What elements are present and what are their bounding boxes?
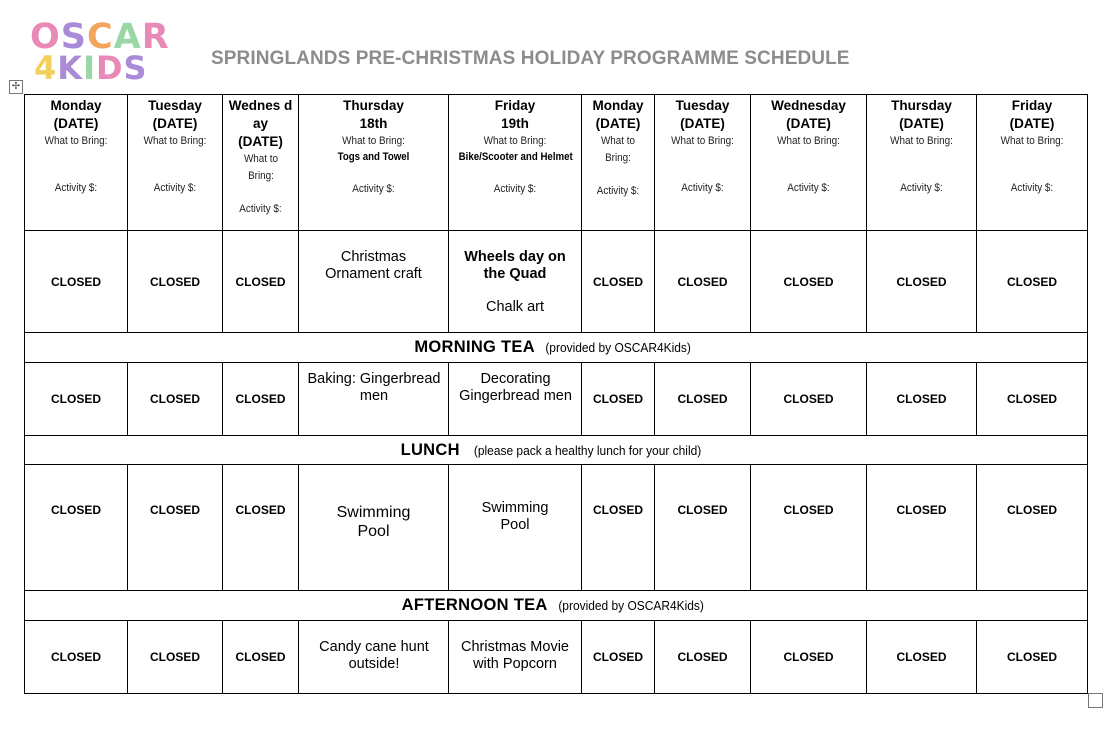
activity-cell: Christmas Ornament craft <box>299 231 449 333</box>
day-header: Thursday (DATE) What to Bring: Activity $: <box>867 95 977 231</box>
activity-cell: Candy cane hunt outside! <box>299 621 449 694</box>
lunch-banner: LUNCH (please pack a healthy lunch for your child) <box>25 436 1088 465</box>
closed-cell: CLOSED <box>867 465 977 591</box>
day-header: Monday (DATE) What to Bring: Activity $: <box>25 95 128 231</box>
closed-cell: CLOSED <box>128 231 223 333</box>
closed-cell: CLOSED <box>655 465 751 591</box>
afternoon-row <box>25 465 1088 591</box>
closed-cell: CLOSED <box>977 231 1088 333</box>
closed-cell: CLOSED <box>867 363 977 436</box>
day-header: Thursday 18th What to Bring: Togs and Towel Activity $: <box>299 95 449 231</box>
logo-line1: OSCAR <box>30 17 170 57</box>
day-header: Wednes day (DATE) What to Bring: Activity $: <box>223 95 299 231</box>
closed-cell: CLOSED <box>25 363 128 436</box>
closed-cell: CLOSED <box>655 363 751 436</box>
day-header: Friday 19th What to Bring: Bike/Scooter and Helmet Activity $: <box>449 95 582 231</box>
closed-cell: CLOSED <box>25 231 128 333</box>
closed-cell: CLOSED <box>977 363 1088 436</box>
early-session-row <box>25 231 1088 333</box>
closed-cell: CLOSED <box>223 231 299 333</box>
closed-cell: CLOSED <box>751 363 867 436</box>
morning-tea-row <box>25 333 1088 363</box>
closed-cell: CLOSED <box>655 231 751 333</box>
logo-line2: 4KIDS <box>34 49 148 87</box>
page-title: SPRINGLANDS PRE-CHRISTMAS HOLIDAY PROGRAMME SCHEDULE <box>211 48 850 69</box>
activity-cell: Christmas Movie with Popcorn <box>449 621 582 694</box>
activity-cell: Swimming Pool <box>299 465 449 591</box>
closed-cell: CLOSED <box>867 621 977 694</box>
activity-cell: Wheels day on the Quad Chalk art <box>449 231 582 333</box>
closed-cell: CLOSED <box>582 231 655 333</box>
closed-cell: CLOSED <box>582 465 655 591</box>
table-resize-handle[interactable] <box>1088 693 1103 708</box>
closed-cell: CLOSED <box>977 465 1088 591</box>
closed-cell: CLOSED <box>977 621 1088 694</box>
late-row <box>25 621 1088 694</box>
activity-cell: Baking: Gingerbread men <box>299 363 449 436</box>
day-header: Tuesday (DATE) What to Bring: Activity $: <box>655 95 751 231</box>
lunch-row <box>25 436 1088 465</box>
closed-cell: CLOSED <box>25 621 128 694</box>
day-header: Tuesday (DATE) What to Bring: Activity $: <box>128 95 223 231</box>
oscar4kids-logo <box>28 6 170 90</box>
closed-cell: CLOSED <box>223 465 299 591</box>
afternoon-tea-row <box>25 591 1088 621</box>
header-row <box>25 95 1088 231</box>
closed-cell: CLOSED <box>751 231 867 333</box>
closed-cell: CLOSED <box>867 231 977 333</box>
closed-cell: CLOSED <box>128 363 223 436</box>
day-header: Friday (DATE) What to Bring: Activity $: <box>977 95 1088 231</box>
morning-tea-banner: MORNING TEA (provided by OSCAR4Kids) <box>25 333 1088 363</box>
closed-cell: CLOSED <box>25 465 128 591</box>
day-header: Monday (DATE) What to Bring: Activity $: <box>582 95 655 231</box>
closed-cell: CLOSED <box>582 363 655 436</box>
midmorning-row <box>25 363 1088 436</box>
closed-cell: CLOSED <box>128 621 223 694</box>
closed-cell: CLOSED <box>751 465 867 591</box>
closed-cell: CLOSED <box>223 621 299 694</box>
closed-cell: CLOSED <box>223 363 299 436</box>
closed-cell: CLOSED <box>128 465 223 591</box>
closed-cell: CLOSED <box>655 621 751 694</box>
afternoon-tea-banner: AFTERNOON TEA (provided by OSCAR4Kids) <box>25 591 1088 621</box>
activity-cell: Decorating Gingerbread men <box>449 363 582 436</box>
table-move-handle-icon[interactable]: ✢ <box>9 80 23 94</box>
day-header: Wednesday (DATE) What to Bring: Activity $: <box>751 95 867 231</box>
schedule-table <box>24 94 1088 694</box>
activity-cell: Swimming Pool <box>449 465 582 591</box>
closed-cell: CLOSED <box>751 621 867 694</box>
closed-cell: CLOSED <box>582 621 655 694</box>
